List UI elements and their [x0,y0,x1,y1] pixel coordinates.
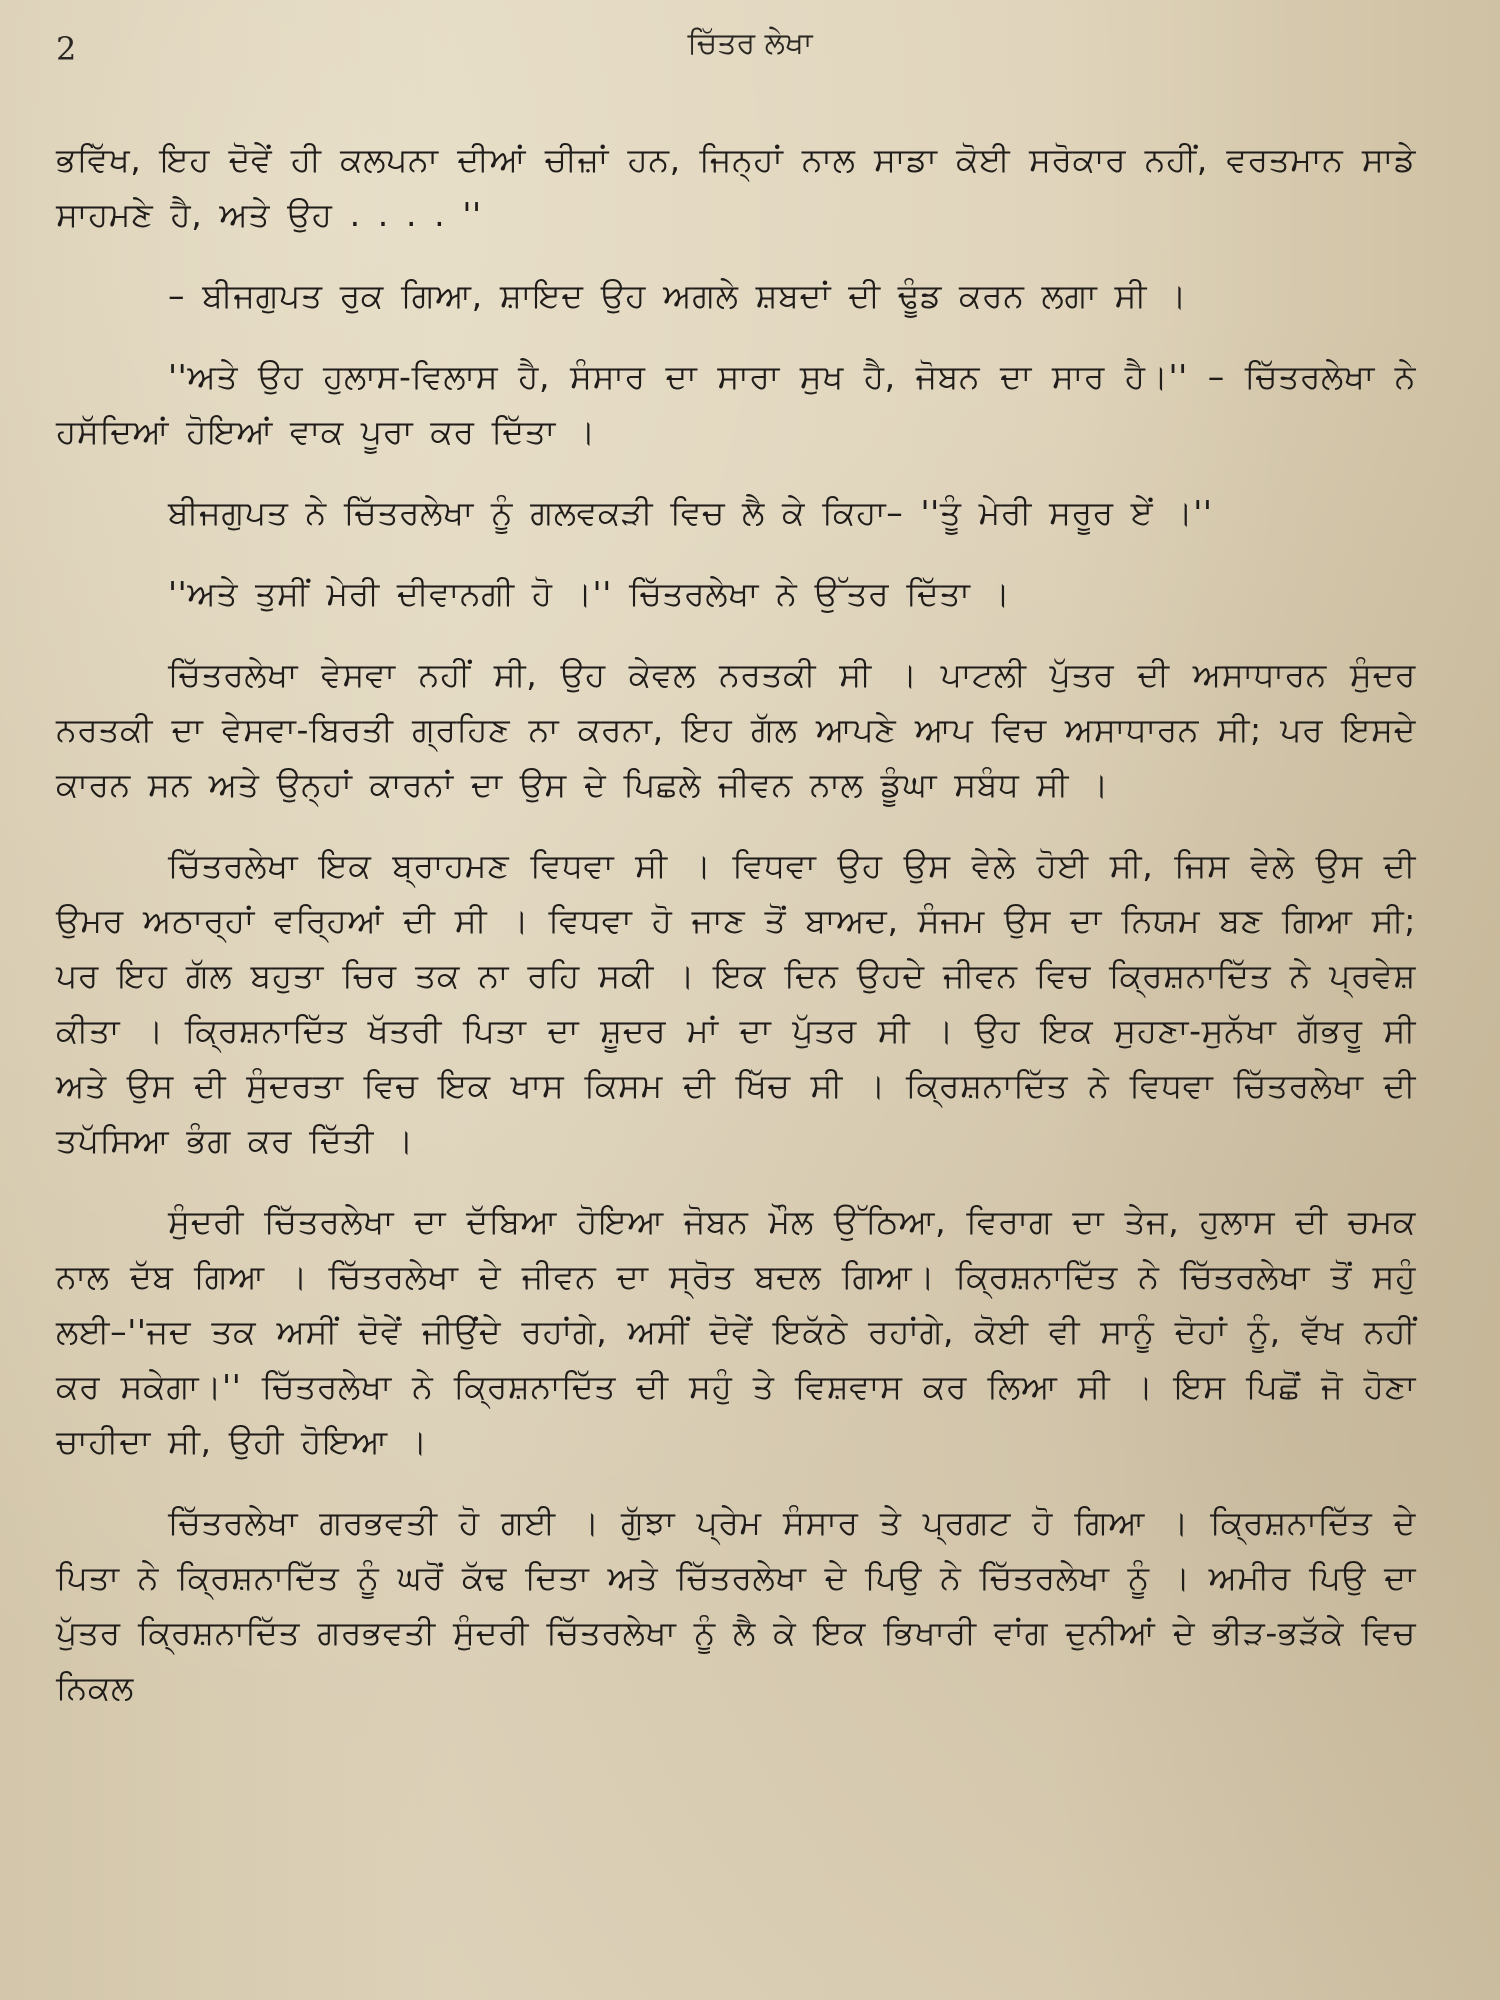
paragraph-7: ਚਿੱਤਰਲੇਖਾ ਇਕ ਬ੍ਰਾਹਮਣ ਵਿਧਵਾ ਸੀ । ਵਿਧਵਾ ਉਹ ਉਸ ਵੇਲੇ ਹੋਈ ਸੀ, ਜਿਸ ਵੇਲੇ ਉਸ ਦੀ ਉਮਰ ਅਠਾਰ੍ਹਾਂ ਵਰ੍ਹਿਆਂ ਦੀ ਸੀ । ਵਿਧਵਾ ਹੋ ਜਾਣ ਤੋਂ ਬਾਅਦ, ਸੰਜਮ ਉਸ ਦਾ ਨਿਯਮ ਬਣ ਗਿਆ ਸੀ; ਪਰ ਇਹ ਗੱਲ ਬਹੁਤਾ ਚਿਰ ਤਕ ਨਾ ਰਹਿ ਸਕੀ । ਇਕ ਦਿਨ ਉਹਦੇ ਜੀਵਨ ਵਿਚ ਕ੍ਰਿਸ਼ਨਾਦਿੱਤ ਨੇ ਪ੍ਰਵੇਸ਼ ਕੀਤਾ । ਕ੍ਰਿਸ਼ਨਾਦਿੱਤ ਖੱਤਰੀ ਪਿਤਾ ਦਾ ਸ਼ੂਦਰ ਮਾਂ ਦਾ ਪੁੱਤਰ ਸੀ । ਉਹ ਇਕ ਸੁਹਣਾ-ਸੁਨੱਖਾ ਗੱਭਰੂ ਸੀ ਅਤੇ ਉਸ ਦੀ ਸੁੰਦਰਤਾ ਵਿਚ ਇਕ ਖਾਸ ਕਿਸਮ ਦੀ ਖਿੱਚ ਸੀ । ਕ੍ਰਿਸ਼ਨਾਦਿੱਤ ਨੇ ਵਿਧਵਾ ਚਿੱਤਰਲੇਖਾ ਦੀ ਤਪੱਸਿਆ ਭੰਗ ਕਰ ਦਿੱਤੀ । [56,846,1416,1160]
running-head-title: ਚਿੱਤਰ ਲੇਖਾ [687,26,813,61]
paragraph-4: ਬੀਜਗੁਪਤ ਨੇ ਚਿੱਤਰਲੇਖਾ ਨੂੰ ਗਲਵਕੜੀ ਵਿਚ ਲੈ ਕੇ ਕਿਹਾ– ''ਤੂੰ ਮੇਰੀ ਸਰੂਰ ਏਂ ।'' [168,493,1213,532]
paragraph-1: ਭਵਿੱਖ, ਇਹ ਦੋਵੇਂ ਹੀ ਕਲਪਨਾ ਦੀਆਂ ਚੀਜ਼ਾਂ ਹਨ, ਜਿਨ੍ਹਾਂ ਨਾਲ ਸਾਡਾ ਕੋਈ ਸਰੋਕਾਰ ਨਹੀਂ, ਵਰਤਮਾਨ ਸਾਡੇ ਸਾਹਮਣੇ ਹੈ, ਅਤੇ ਉਹ . . . . '' [56,140,1416,234]
paragraph-9: ਚਿੱਤਰਲੇਖਾ ਗਰਭਵਤੀ ਹੋ ਗਈ । ਗੁੱਝਾ ਪ੍ਰੇਮ ਸੰਸਾਰ ਤੇ ਪ੍ਰਗਟ ਹੋ ਗਿਆ । ਕ੍ਰਿਸ਼ਨਾਦਿੱਤ ਦੇ ਪਿਤਾ ਨੇ ਕ੍ਰਿਸ਼ਨਾਦਿੱਤ ਨੂੰ ਘਰੋਂ ਕੱਢ ਦਿਤਾ ਅਤੇ ਚਿੱਤਰਲੇਖਾ ਦੇ ਪਿਉ ਨੇ ਚਿੱਤਰਲੇਖਾ ਨੂੰ । ਅਮੀਰ ਪਿਉ ਦਾ ਪੁੱਤਰ ਕ੍ਰਿਸ਼ਨਾਦਿੱਤ ਗਰਭਵਤੀ ਸੁੰਦਰੀ ਚਿੱਤਰਲੇਖਾ ਨੂੰ ਲੈ ਕੇ ਇਕ ਭਿਖਾਰੀ ਵਾਂਗ ਦੁਨੀਆਂ ਦੇ ਭੀੜ-ਭੜੱਕੇ ਵਿਚ ਨਿਕਲ [56,1503,1416,1707]
paragraph-2: – ਬੀਜਗੁਪਤ ਰੁਕ ਗਿਆ, ਸ਼ਾਇਦ ਉਹ ਅਗਲੇ ਸ਼ਬਦਾਂ ਦੀ ਢੂੰਡ ਕਰਨ ਲਗਾ ਸੀ । [168,276,1187,315]
paragraph-6: ਚਿੱਤਰਲੇਖਾ ਵੇਸਵਾ ਨਹੀਂ ਸੀ, ਉਹ ਕੇਵਲ ਨਰਤਕੀ ਸੀ । ਪਾਟਲੀ ਪੁੱਤਰ ਦੀ ਅਸਾਧਾਰਨ ਸੁੰਦਰ ਨਰਤਕੀ ਦਾ ਵੇਸਵਾ-ਬਿਰਤੀ ਗ੍ਰਹਿਣ ਨਾ ਕਰਨਾ, ਇਹ ਗੱਲ ਆਪਣੇ ਆਪ ਵਿਚ ਅਸਾਧਾਰਨ ਸੀ; ਪਰ ਇਸਦੇ ਕਾਰਨ ਸਨ ਅਤੇ ਉਨ੍ਹਾਂ ਕਾਰਨਾਂ ਦਾ ਉਸ ਦੇ ਪਿਛਲੇ ਜੀਵਨ ਨਾਲ ਡੂੰਘਾ ਸਬੰਧ ਸੀ । [56,655,1416,804]
paragraph-3: ''ਅਤੇ ਉਹ ਹੁਲਾਸ-ਵਿਲਾਸ ਹੈ, ਸੰਸਾਰ ਦਾ ਸਾਰਾ ਸੁਖ ਹੈ, ਜੋਬਨ ਦਾ ਸਾਰ ਹੈ।'' – ਚਿੱਤਰਲੇਖਾ ਨੇ ਹਸੱਦਿਆਂ ਹੋਇਆਂ ਵਾਕ ਪੂਰਾ ਕਰ ਦਿੱਤਾ । [56,357,1416,451]
body-text [56,132,1416,1741]
paragraph-8: ਸੁੰਦਰੀ ਚਿੱਤਰਲੇਖਾ ਦਾ ਦੱਬਿਆ ਹੋਇਆ ਜੋਬਨ ਮੌਲ ਉੱਠਿਆ, ਵਿਰਾਗ ਦਾ ਤੇਜ, ਹੁਲਾਸ ਦੀ ਚਮਕ ਨਾਲ ਦੱਬ ਗਿਆ । ਚਿੱਤਰਲੇਖਾ ਦੇ ਜੀਵਨ ਦਾ ਸ੍ਰੋਤ ਬਦਲ ਗਿਆ। ਕ੍ਰਿਸ਼ਨਾਦਿੱਤ ਨੇ ਚਿੱਤਰਲੇਖਾ ਤੋਂ ਸਹੁੰ ਲਈ–''ਜਦ ਤਕ ਅਸੀਂ ਦੋਵੇਂ ਜੀਉਂਦੇ ਰਹਾਂਗੇ, ਅਸੀਂ ਦੋਵੇਂ ਇਕੱਠੇ ਰਹਾਂਗੇ, ਕੋਈ ਵੀ ਸਾਨੂੰ ਦੋਹਾਂ ਨੂੰ, ਵੱਖ ਨਹੀਂ ਕਰ ਸਕੇਗਾ।'' ਚਿੱਤਰਲੇਖਾ ਨੇ ਕ੍ਰਿਸ਼ਨਾਦਿੱਤ ਦੀ ਸਹੁੰ ਤੇ ਵਿਸ਼ਵਾਸ ਕਰ ਲਿਆ ਸੀ । ਇਸ ਪਿਛੋਂ ਜੋ ਹੋਣਾ ਚਾਹੀਦਾ ਸੀ, ਉਹੀ ਹੋਇਆ । [56,1202,1416,1461]
paragraph-5: ''ਅਤੇ ਤੁਸੀਂ ਮੇਰੀ ਦੀਵਾਨਗੀ ਹੋ ।'' ਚਿੱਤਰਲੇਖਾ ਨੇ ਉੱਤਰ ਦਿੱਤਾ । [168,574,1011,613]
page-number: 2 [56,30,77,68]
